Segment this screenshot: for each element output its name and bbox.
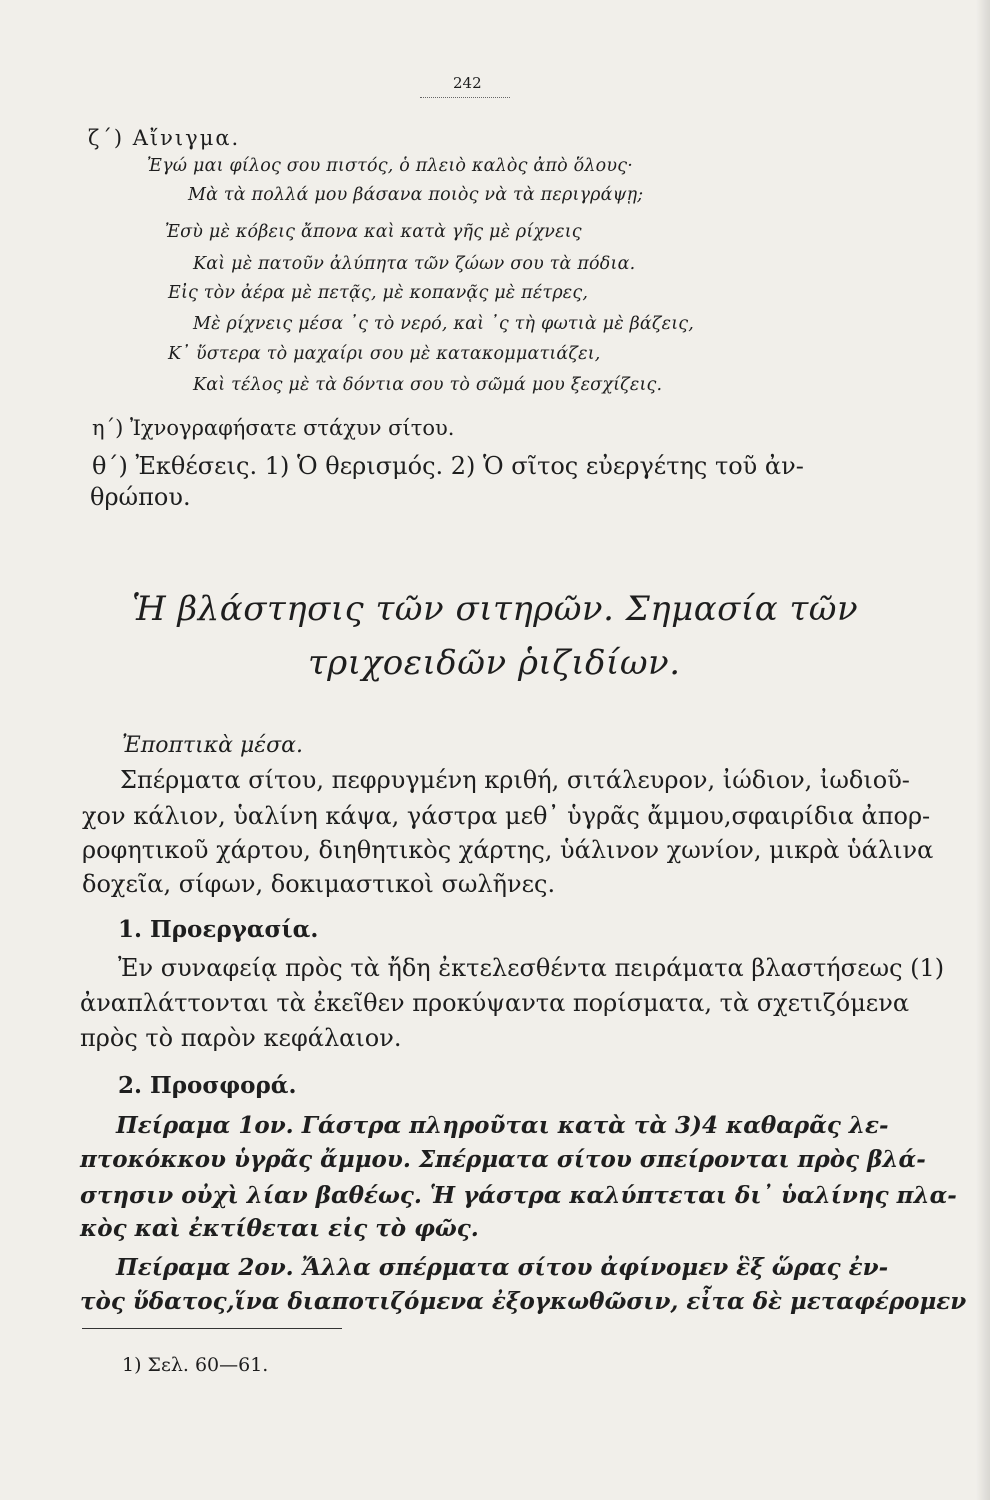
experiment-line: τὸς ὕδατος,ἵνα διαποτιζόμενα ἐξογκωθῶσιν, εἶτα δὲ μεταφέρομεν [80, 1288, 967, 1315]
experiment-line: Πείραμα 1ον. Γάστρα πληροῦται κατὰ τὰ 3)4 καθαρᾶς λε- [116, 1112, 889, 1139]
item-theta-line: θ΄) Ἐκθέσεις. 1) Ὁ θερισμός. 2) Ὁ σῖτος εὐεργέτης τοῦ ἀν- [92, 452, 804, 480]
page-number-rule [420, 97, 510, 98]
riddle-line: Κ᾽ ὕστερα τὸ μαχαίρι σου μὲ κατακομματιάζει, [168, 344, 601, 364]
riddle-line: Μὰ τὰ πολλά μου βάσανα ποιὸς νὰ τὰ περιγράψῃ; [188, 185, 644, 205]
riddle-line: Μὲ ρίχνεις μέσα ᾽ς τὸ νερό, καὶ ᾽ς τὴ φωτιὰ μὲ βάζεις, [193, 314, 695, 334]
visual-aids-line: ροφητικοῦ χάρτου, διηθητικὸς χάρτης, ὑάλινον χωνίον, μικρὰ ὑάλινα [82, 836, 934, 864]
riddle-line: Καὶ τέλος μὲ τὰ δόντια σου τὸ σῶμά μου ξεσχίζεις. [193, 375, 663, 395]
experiment-line: στησιν οὐχὶ λίαν βαθέως. Ἡ γάστρα καλύπτεται δι᾽ ὑαλίνης πλα- [80, 1182, 957, 1209]
visual-aids-line: Σπέρματα σίτου, πεφρυγμένη κριθή, σιτάλευρον, ἰώδιον, ἰωδιοῦ- [120, 766, 910, 794]
visual-aids-line: δοχεῖα, σίφων, δοκιμαστικοὶ σωλῆνες. [82, 870, 556, 898]
riddle-line: Ἐσὺ μὲ κόβεις ἄπονα καὶ κατὰ γῆς μὲ ρίχνεις [165, 222, 582, 242]
footnote: 1) Σελ. 60—61. [122, 1354, 269, 1376]
experiment-line: πτοκόκκου ὑγρᾶς ἄμμου. Σπέρματα σίτου σπείρονται πρὸς βλά- [80, 1146, 926, 1173]
presentation-heading: 2. Προσφορά. [118, 1072, 297, 1099]
riddle-line: Εἰς τὸν ἀέρα μὲ πετᾷς, μὲ κοπανᾷς μὲ πέτρες, [168, 283, 589, 303]
footnote-rule [82, 1328, 342, 1329]
preparation-line: ἀναπλάττονται τὰ ἐκεῖθεν προκύψαντα πορίσματα, τὰ σχετιζόμενα [80, 989, 910, 1017]
section-title-line: Ἡ βλάστησις τῶν σιτηρῶν. Σημασία τῶν [132, 589, 859, 629]
item-theta-line: θρώπου. [90, 483, 191, 511]
page-number: 242 [453, 74, 482, 92]
preparation-line: Ἐν συναφείᾳ πρὸς τὰ ἤδη ἐκτελεσθέντα πειράματα βλαστήσεως (1) [118, 954, 945, 982]
preparation-line: πρὸς τὸ παρὸν κεφάλαιον. [80, 1024, 402, 1052]
page-edge-shadow [976, 0, 990, 1500]
visual-aids-label: Ἐποπτικὰ μέσα. [122, 733, 303, 758]
experiment-line: Πείραμα 2ον. Ἄλλα σπέρματα σίτου ἀφίνομεν ἓξ ὥρας ἐν- [116, 1254, 889, 1281]
section-title-line: τριχοειδῶν ῥιζιδίων. [308, 643, 681, 683]
preparation-heading: 1. Προεργασία. [118, 916, 319, 943]
riddle-line: Ἐγώ μαι φίλος σου πιστός, ὁ πλειὸ καλὸς ἀπὸ ὅλους· [147, 156, 633, 176]
riddle-heading: ζ΄) Αἴνιγμα. [88, 126, 241, 150]
item-eta: η΄) Ἰχνογραφήσατε στάχυν σίτου. [92, 416, 455, 440]
riddle-line: Καὶ μὲ πατοῦν ἀλύπητα τῶν ζώων σου τὰ πόδια. [193, 254, 636, 274]
visual-aids-line: χον κάλιον, ὑαλίνη κάψα, γάστρα μεθ᾽ ὑγρᾶς ἄμμου,σφαιρίδια ἀπορ- [82, 802, 931, 830]
experiment-line: κὸς καὶ ἐκτίθεται εἰς τὸ φῶς. [80, 1215, 479, 1242]
